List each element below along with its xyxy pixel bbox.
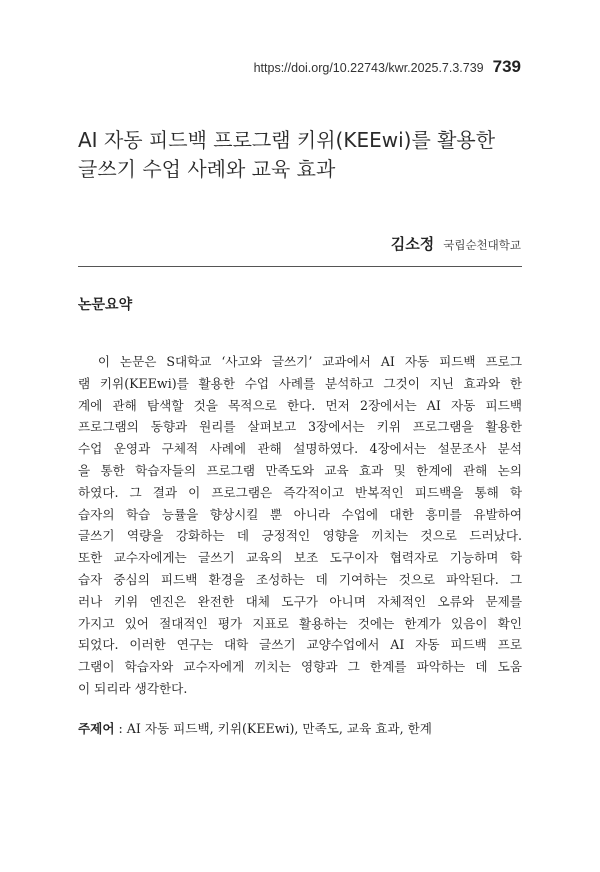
title-divider [78, 266, 522, 267]
abstract-line: 램 키위(KEEwi)를 활용한 수업 사례를 분석하고 그것이 지닌 효과와 한 [78, 375, 522, 391]
abstract-line: 이 논문은 S대학교 ‘사고와 글쓰기’ 교과에서 AI 자동 피드백 프로그 [78, 354, 522, 369]
abstract-line: 글쓰기 역량을 강화하는 데 긍정적인 영향을 끼치는 것으로 드러났다. [78, 528, 522, 544]
abstract-line: 습자의 학습 능률을 향상시킬 뿐 아니라 수업에 대한 흥미를 유발하여 [78, 506, 522, 522]
abstract-line: 계에 관해 탐색할 것을 목적으로 한다. 먼저 2장에서는 AI 자동 피드백 [78, 397, 522, 413]
keywords-line [78, 718, 432, 737]
author-affiliation: 국립순천대학교 [443, 238, 521, 252]
doi-link[interactable]: https://doi.org/10.22743/kwr.2025.7.3.739 [253, 61, 484, 75]
abstract-line: 이 되리라 생각한다. [78, 680, 188, 696]
abstract-line: 프로그램의 동향과 원리를 살펴보고 3장에서는 키위 프로그램을 활용한 [78, 419, 522, 435]
abstract-line: 또한 교수자에게는 글쓰기 교육의 보조 도구이자 협력자로 기능하며 학 [78, 550, 522, 566]
abstract-line: 을 통한 학습자들의 프로그램 만족도와 교육 효과 및 한계에 관해 논의 [78, 462, 522, 478]
author-name: 김소정 [390, 235, 435, 253]
page-number: 739 [492, 57, 521, 76]
running-header [254, 57, 521, 77]
author-block [391, 233, 521, 254]
abstract-heading: 논문요약 [78, 297, 133, 313]
abstract-line: 러나 키위 엔진은 완전한 대체 도구가 아니며 자체적인 오류와 문제를 [78, 593, 522, 609]
abstract-line: 수업 운영과 구체적 사례에 관해 설명하였다. 4장에서는 설문조사 분석 [78, 441, 522, 457]
title-line-2: 글쓰기 수업 사례와 교육 효과 [78, 157, 336, 181]
keywords-text: AI 자동 피드백, 키위(KEEwi), 만족도, 교육 효과, 한계 [126, 721, 432, 736]
abstract-line: 그램이 학습자와 교수자에게 끼치는 영향과 그 한계를 파악하는 데 도움 [78, 659, 522, 675]
abstract-line: 되었다. 이러한 연구는 대학 글쓰기 교양수업에서 AI 자동 피드백 프로 [78, 637, 522, 653]
title-line-1: AI 자동 피드백 프로그램 키위(KEEwi)를 활용한 [78, 128, 496, 152]
abstract-line: 습자 중심의 피드백 환경을 조성하는 데 기여하는 것으로 파악된다. 그 [78, 571, 522, 587]
paper-title [78, 126, 528, 184]
keywords-separator: : [114, 721, 127, 736]
keywords-label: 주제어 [78, 721, 115, 736]
abstract-line: 가지고 있어 절대적인 평가 지표로 활용하는 것에는 한계가 있음이 확인 [78, 615, 522, 631]
abstract-line: 하였다. 그 결과 이 프로그램은 즉각적이고 반복적인 피드백을 통해 학 [78, 484, 522, 500]
abstract-body [78, 351, 522, 700]
